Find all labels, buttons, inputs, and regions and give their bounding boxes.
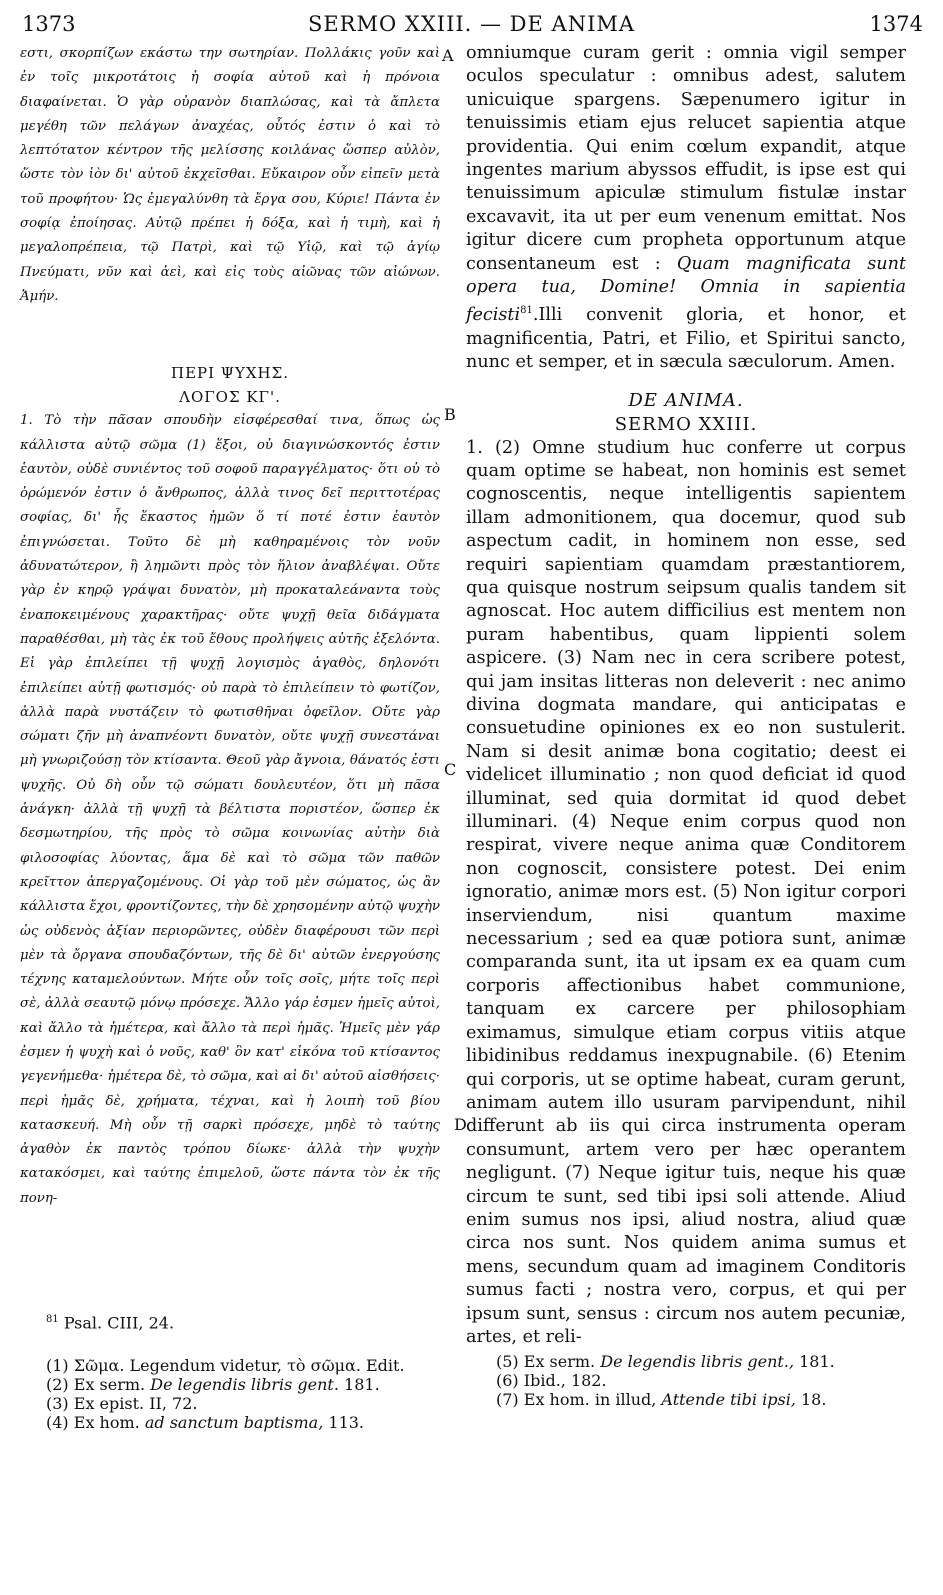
margin-letter-d: D: [454, 1115, 467, 1134]
footnote-ref-81: 81: [520, 305, 533, 317]
greek-column: [20, 42, 440, 1211]
footnotes-left: [46, 1356, 405, 1432]
footnote-81: $^{81}$ Psal. CIII, 24.: [46, 1313, 175, 1333]
latin-doxology: .Illi convenit gloria, et honor, et magnificentia, Patri, et Filio, et Spiritui sancto, nunc et semper, et in sæcula sæculorum. Amen.: [466, 305, 906, 373]
footnote-5: (5) Ex serm. De legendis libris gent., 181.: [496, 1352, 835, 1371]
greek-intro-paragraph: εστι, σκορπίζων εκάστω την σωτηρίαν. Πολλάκις γοῦν καὶ ἐν τοῖς μικροτάτοις ἡ σοφία αὐτοῦ καὶ ἡ πρόνοια διαφαίνεται. Ὁ γὰρ οὐρανὸν διαπλώσας, καὶ τὰ ἄπλετα μεγέθη τῶν πελάγων ἀναχέας, οὗτός ἐστιν ὁ καὶ τὸ λεπτότατον κέντρον τῆς μελίσσης κοιλάνας ὥσπερ αὐλὸν, ὥστε τὸν ἰὸν δι' αὐτοῦ ἐκχεῖσθαι. Εὔκαιρον οὖν εἰπεῖν μετὰ τοῦ προφήτου· Ὡς ἐμεγαλύνθη τὰ ἔργα σου, Κύριε! Πάντα ἐν σοφίᾳ ἐποίησας. Αὐτῷ πρέπει ἡ δόξα, καὶ ἡ τιμὴ, καὶ ἡ μεγαλοπρέπεια, τῷ Πατρὶ, καὶ τῷ Υἱῷ, καὶ τῷ ἁγίῳ Πνεύματι, νῦν καὶ ἀεὶ, καὶ εἰς τοὺς αἰῶνας τῶν αἰώνων. Ἀμήν.: [20, 46, 440, 304]
latin-body-paragraph: 1. (2) Omne studium huc conferre ut corpus quam optime se habeat, non hominis est semet cognoscentis, neque intelligentis sapientem illam admonitionem, qua docemur, quod sub aspectum cadit, in hominem non esse, sed requiri sapientiam quamdam præstantiorem, qua quisque nostrum seipsum qualis tandem sit agnoscat. Hoc autem difficilius est mentem non puram habentibus, quam lippienti solem aspicere. (3) Nam nec in cera scribere potest, qui jam insitas litteras non deleverit : nec animo divina dogmata mandare, qui anticipatas e consuetudine opiniones ex eo non sustulerit. Nam si desit animæ bona cogitatio; deest ei videlicet illuminatio ; non quod deficiat id quod illuminat, sed quia dormitat id quod debet illuminari. (4) Neque enim corpus quod non respirat, vivere neque anima quæ Conditorem non cognoscit, consistere potest. Dei enim ignoratio, animæ mors est. (5) Non igitur corpori inserviendum, nisi quantum maxime necessarium ; sed ea quæ potiora sunt, animæ comparanda sunt, ita ut ipsam ex ea quam cum corporis affectionibus habet communione, tanquam ex carcere per philosophiam eximamus, simulque etiam corpus vitiis atque libidinibus reddamus inexpugnabile. (6) Etenim qui corporis, ut se optime habeat, curam gerunt, animam autem illo usuram parvipendunt, nihil differunt ab iis qui circa instrumenta operam consumunt, artem vero per hæc operantem negligunt. (7) Neque igitur tuis, neque his quæ circum te sunt, sed tibi ipsi soli attende. Aliud enim sumus nos ipsi, aliud nostra, aliud quæ circa nos sunt. Nos quidem anima sumus et mens, secundum quam ad imaginem Conditoris sumus facti ; nostra vero, corpus, et qui per ipsum sunt, sensus : circum nos autem pecuniæ, artes, et reli-: [466, 437, 906, 1347]
footnotes-right: [496, 1352, 835, 1409]
running-title: SERMO XXIII. — DE ANIMA: [307, 12, 636, 36]
footnote-1: (1) Σῶμα. Legendum videtur, τὸ σῶμα. Edit.: [46, 1356, 405, 1375]
footnote-6: (6) Ibid., 182.: [496, 1371, 607, 1390]
margin-letter-c: C: [444, 760, 457, 779]
margin-letter-b: B: [444, 405, 456, 424]
page-number-left: 1373: [22, 12, 76, 36]
greek-subtitle: ΛΟΓΟΣ ΚΓ'.: [179, 388, 281, 407]
footnote-7: (7) Ex hom. in illud, Attende tibi ipsi, 18.: [496, 1390, 827, 1409]
psalm-quote: Quam magnificata sunt opera tua, Domine! Omnia in sapientia fecisti: [466, 253, 907, 326]
latin-intro-paragraph: [466, 42, 906, 375]
greek-title: ΠΕΡΙ ΨΥΧΗΣ.: [170, 364, 289, 383]
latin-intro-text: omniumque curam gerit : omnia vigil semper oculos speculatur : omnibus adest, salutem unicuique spargens. Sæpenumero igitur in tenuissimis etiam ejus relucet sapientia atque providentia. Qui enim cœlum expandit, atque ingentes marium abyssos effudit, is ipse est qui tenuissimum apiculæ stimulum fistulæ instar excavavit, ita ut per eum venenum emittat. Nos igitur dicere cum propheta opportunum atque consentaneum est :: [466, 43, 906, 274]
margin-letter-a: A: [442, 46, 454, 65]
page-number-right: 1374: [869, 12, 923, 36]
footnote-4: (4) Ex hom. ad sanctum baptisma, 113.: [46, 1413, 365, 1432]
page-header: [14, 8, 929, 38]
footnote-2: (2) Ex serm. De legendis libris gent. 181.: [46, 1375, 380, 1394]
greek-body-paragraph: 1. Τὸ τὴν πᾶσαν σπουδὴν εἰσφέρεσθαί τινα, ὅπως ὡς κάλλιστα αὐτῷ σῶμα (1) ἕξοι, οὐ διαγινώσκοντός ἐστιν ἑαυτὸν, οὐδὲ συνιέντος τοῦ σοφοῦ παραγγέλματος· ὅτι οὐ τὸ ὁρώμενόν ἐστιν ὁ ἄνθρωπος, ἀλλὰ τινος δεῖ περιττοτέρας σοφίας, δι' ἧς ἕκαστος ἡμῶν ὅ τί ποτέ ἐστιν ἑαυτὸν ἐπιγνώσεται. Τοῦτο δὲ μὴ καθηραμένοις τὸν νοῦν ἀδυνατώτερον, ἢ λημῶντι πρὸς τὸν ἥλιον ἀναβλέψαι. Οὔτε γὰρ ἐν κηρῷ γράψαι δυνατὸν, μὴ προκαταλεάναντα τοὺς ἐναποκειμένους χαρακτῆρας· οὔτε ψυχῇ θεῖα διδάγματα παραθέσθαι, μὴ τὰς ἐκ τοῦ ἔθους προλήψεις αὐτῆς ἐξελόντα. Εἰ γὰρ ἐπιλείπει τῇ ψυχῇ λογισμὸς ἀγαθὸς, δηλονότι ἐπιλείπει αὐτῇ φωτισμός· οὐ παρὰ τὸ ἐπιλείπειν τὸ φωτίζον, ἀλλὰ παρὰ νυστάζειν τὸ φωτισθῆναι ὀφεῖλον. Οὔτε γὰρ σώματι ζῆν μὴ ἀναπνέοντι δυνατὸν, οὔτε ψυχῇ συνεστάναι μὴ γνωριζούσῃ τὸν κτίσαντα. Θεοῦ γὰρ ἄγνοια, θάνατός ἐστι ψυχῆς. Οὐ δὴ οὖν τῷ σώματι δουλευτέον, ὅτι μὴ πᾶσα ἀνάγκη· ἀλλὰ τῇ ψυχῇ τὰ βέλτιστα ποριστέον, ὥσπερ ἐκ δεσμωτηρίου, τῆς πρὸς τὸ σῶμα κοινωνίας αὐτὴν διὰ φιλοσοφίας λύοντας, ἅμα δὲ καὶ τὸ σῶμα τῶν παθῶν κρεῖττον ἀπεργαζομένους. Οἱ γὰρ τοῦ μὲν σώματος, ὡς ἂν κάλλιστα ἔχοι, φροντίζοντες, τὴν δὲ χρησομένην αὐτῷ ψυχὴν ὡς οὐδενὸς ἀξίαν περιορῶντες, οὐδὲν διαφέρουσι τῶν περὶ μὲν τὰ ὄργανα σπουδαζόντων, τῆς δὲ δι' αὐτῶν ἐνεργούσης τέχνης καταμελούντων. Μήτε οὖν τοῖς σοῖς, μήτε τοῖς περὶ σὲ, ἀλλὰ σεαυτῷ μόνῳ πρόσεχε. Ἄλλο γάρ ἐσμεν ἡμεῖς αὐτοὶ, καὶ ἄλλο τὰ ἡμέτερα, καὶ ἄλλο τὰ περὶ ἡμᾶς. Ἡμεῖς μὲν γάρ ἐσμεν ἡ ψυχὴ καὶ ὁ νοῦς, καθ' ὃν κατ' εἰκόνα τοῦ κτίσαντος γεγενήμεθα· ἡμέτερα δὲ, τὸ σῶμα, καὶ αἱ δι' αὐτοῦ αἰσθήσεις· περὶ ἡμᾶς δὲ, χρήματα, τέχναι, καὶ ἡ λοιπὴ τοῦ βίου κατασκευή. Μὴ οὖν τῇ σαρκὶ πρόσεχε, μηδὲ τὸ ταύτης ἀγαθὸν ἐκ παντὸς τρόπου δίωκε· ἀλλὰ τὴν ψυχὴν κατακόσμει, καὶ ταύτης ἐπιμελοῦ, ὥστε πάντα τὸν ἐκ τῆς πονη-: [20, 413, 440, 1206]
latin-subtitle: SERMO XXIII.: [614, 413, 758, 435]
footnote-3: (3) Ex epist. II, 72.: [46, 1394, 198, 1413]
latin-column: [466, 42, 906, 1349]
latin-title: DE ANIMA.: [628, 389, 744, 411]
